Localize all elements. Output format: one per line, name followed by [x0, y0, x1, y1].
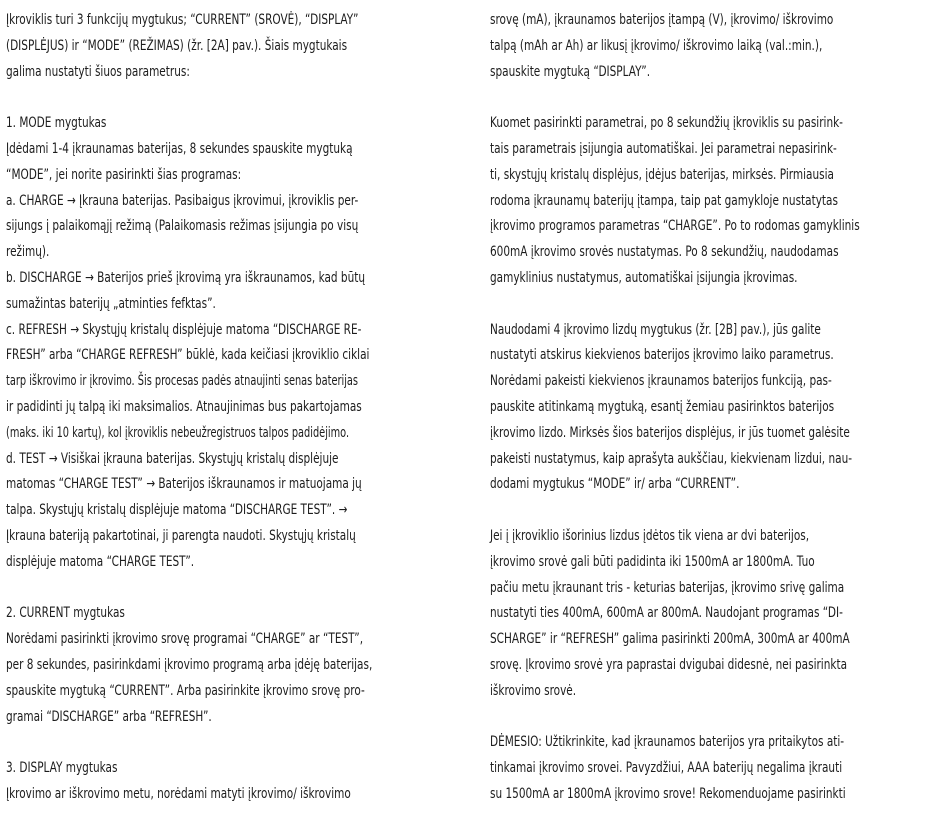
text-line: “MODE”, jei norite pasirinkti šias programas: [6, 166, 242, 183]
text-line: Jei į įkroviklio išorinius lizdus įdėtos tik viena ar dvi baterijos, [490, 527, 810, 544]
text-line: nustatyti ties 400mA, 600mA ar 800mA. Naudojant programas “DI- [490, 605, 843, 622]
text-line: tarp iškrovimo ir įkrovimo. Šis procesas padės atnaujinti senas baterijas [6, 373, 359, 390]
current-limits-paragraph [490, 524, 944, 705]
text-line: DĖMESIO: Užtikrinkite, kad įkraunamos baterijos yra pritaikytos ati- [490, 734, 845, 751]
text-line: spauskite mygtuką “CURRENT”. Arba pasirinkite įkrovimo srovę pro- [6, 682, 365, 699]
attention-paragraph [490, 730, 944, 807]
text-line: a. CHARGE → Įkrauna baterijas. Pasibaigus įkrovimui, įkroviklis per- [6, 192, 359, 209]
text-line: Kuomet pasirinkti parametrai, po 8 sekundžių įkroviklis su pasirink- [490, 115, 843, 132]
text-line: įkrovimo srovė gali būti padidinta iki 1500mA ar 1800mA. Tuo [490, 553, 815, 570]
text-line: Įkrauna bateriją pakartotinai, ji parengta naudoti. Skystųjų kristalų [6, 527, 356, 544]
text-line: matomas “CHARGE TEST” → Baterijos iškraunamos ir matuojama jų [6, 476, 362, 493]
text-line: Įdėdami 1-4 įkraunamas baterijas, 8 sekundes spauskite mygtuką [6, 140, 353, 157]
text-line: srovę (mA), įkraunamos baterijos įtampą (V), įkrovimo/ iškrovimo [490, 12, 834, 28]
text-line: spauskite mygtuką “DISPLAY”. [490, 63, 651, 80]
paragraph-gap [490, 705, 944, 731]
section-heading: 3. DISPLAY mygtukas [6, 760, 118, 777]
text-line: įkrovimo programos parametras “CHARGE”. Po to rodomas gamyklinis [490, 218, 860, 235]
text-line: 600mA įkrovimo srovės nustatymas. Po 8 sekundžių, naudodamas [490, 244, 839, 261]
text-line: tinkamai įkrovimo srovei. Pavyzdžiui, AAA baterijų negalima įkrauti [490, 760, 843, 777]
text-line: d. TEST → Visiškai įkrauna baterijas. Skystųjų kristalų displėjuje [6, 450, 339, 467]
text-line: srovę. Įkrovimo srovė yra paprastai dvigubai didesnė, nei pasirinkta [490, 656, 848, 673]
display-section [6, 756, 460, 808]
right-column [490, 8, 944, 808]
text-line: talpa. Skystųjų kristalų displėjuje matoma “DISCHARGE TEST”. → [6, 502, 348, 519]
text-line: Norėdami pakeisti kiekvienos įkraunamos baterijos funkciją, pas- [490, 373, 832, 390]
section-heading: 2. CURRENT mygtukas [6, 605, 125, 622]
text-line: pakeisti nustatymus, kaip aprašyta aukščiau, kiekvienam lizdui, nau- [490, 450, 853, 467]
text-line: (maks. iki 10 kartų), kol įkroviklis nebeužregistruos talpos padidėjimo. [6, 424, 350, 441]
text-line: (DISPLĖJUS) ir “MODE” (REŽIMAS) (žr. [2A] pav.). Šiais mygtukais [6, 37, 348, 54]
text-line: Norėdami pasirinkti įkrovimo srovę programai “CHARGE” ar “TEST”, [6, 631, 364, 648]
text-line: ir padidinti jų talpą iki maksimalios. Atnaujinimas bus pakartojamas [6, 398, 362, 415]
text-line: sumažintas baterijų „atminties fefktas”. [6, 295, 216, 312]
text-line: talpą (mAh ar Ah) ar likusį įkrovimo/ iškrovimo laiką (val.:min.), [490, 37, 823, 54]
text-line: iškrovimo srovė. [490, 682, 577, 699]
text-line: galima nustatyti šiuos parametrus: [6, 63, 190, 80]
paragraph-gap [490, 292, 944, 318]
text-line: SCHARGE” ir “REFRESH” galima pasirinkti 200mA, 300mA ar 400mA [490, 631, 850, 648]
mode-section [6, 111, 460, 575]
section-heading: 1. MODE mygtukas [6, 115, 107, 132]
paragraph-gap [490, 498, 944, 524]
text-line: su 1500mA ar 1800mA įkrovimo srove! Rekomenduojame pasirinkti [490, 785, 846, 802]
text-line: Įkrovimo ar iškrovimo metu, norėdami matyti įkrovimo/ iškrovimo [6, 785, 351, 802]
text-line: ti, skystųjų kristalų displėjus, įdėjus baterijas, mirksės. Pirmiausia [490, 166, 834, 183]
current-section [6, 601, 460, 730]
text-line: per 8 sekundes, pasirinkdami įkrovimo programą arba įdėję baterijas, [6, 656, 373, 673]
left-column [6, 8, 460, 808]
display-continuation [490, 8, 944, 85]
text-line: b. DISCHARGE → Baterijos prieš įkrovimą yra iškraunamos, kad būtų [6, 269, 365, 286]
text-line: c. REFRESH → Skystųjų kristalų displėjuje matoma “DISCHARGE RE- [6, 321, 362, 338]
text-line: pačiu metu įkraunant tris - keturias baterijas, įkrovimo srivę galima [490, 579, 845, 596]
intro-paragraph [6, 8, 460, 85]
text-line: rodoma įkraunamų baterijų įtampa, taip pat gamykloje nustatytas [490, 192, 838, 209]
text-line: dodami mygtukus “MODE” ir/ arba “CURRENT”. [490, 476, 740, 493]
text-line: tais parametrais įsijungia automatiškai. Jei parametrai nepasirink- [490, 140, 837, 157]
paragraph-gap [490, 85, 944, 111]
slot-buttons-paragraph [490, 318, 944, 499]
text-line: sijungs į palaikomąjį režimą (Palaikomasis režimas įsijungia po visų [6, 218, 359, 235]
text-line: gramai “DISCHARGE” arba “REFRESH”. [6, 708, 212, 725]
text-line: FRESH” arba “CHARGE REFRESH” būklė, kada keičiasi įkroviklio ciklai [6, 347, 370, 364]
paragraph-gap [6, 730, 460, 756]
text-line: Naudodami 4 įkrovimo lizdų mygtukus (žr. [2B] pav.), jūs galite [490, 321, 821, 338]
auto-start-paragraph [490, 111, 944, 292]
text-line: įkrovimo lizdo. Mirksės šios baterijos displėjus, ir jūs tuomet galėsite [490, 424, 850, 441]
text-line: nustatyti atskirus kiekvienos baterijos įkrovimo laiko parametrus. [490, 347, 834, 364]
text-line: režimų). [6, 244, 50, 261]
text-line: Įkroviklis turi 3 funkcijų mygtukus; “CURRENT” (SROVĖ), “DISPLAY” [6, 12, 359, 28]
text-line: pauskite atitinkamą mygtuką, esantį žemiau pasirinktos baterijos [490, 398, 835, 415]
paragraph-gap [6, 85, 460, 111]
text-line: gamyklinius nustatymus, automatiškai įsijungia įkrovimas. [490, 269, 798, 286]
paragraph-gap [6, 576, 460, 602]
text-line: displėjuje matoma “CHARGE TEST”. [6, 553, 195, 570]
